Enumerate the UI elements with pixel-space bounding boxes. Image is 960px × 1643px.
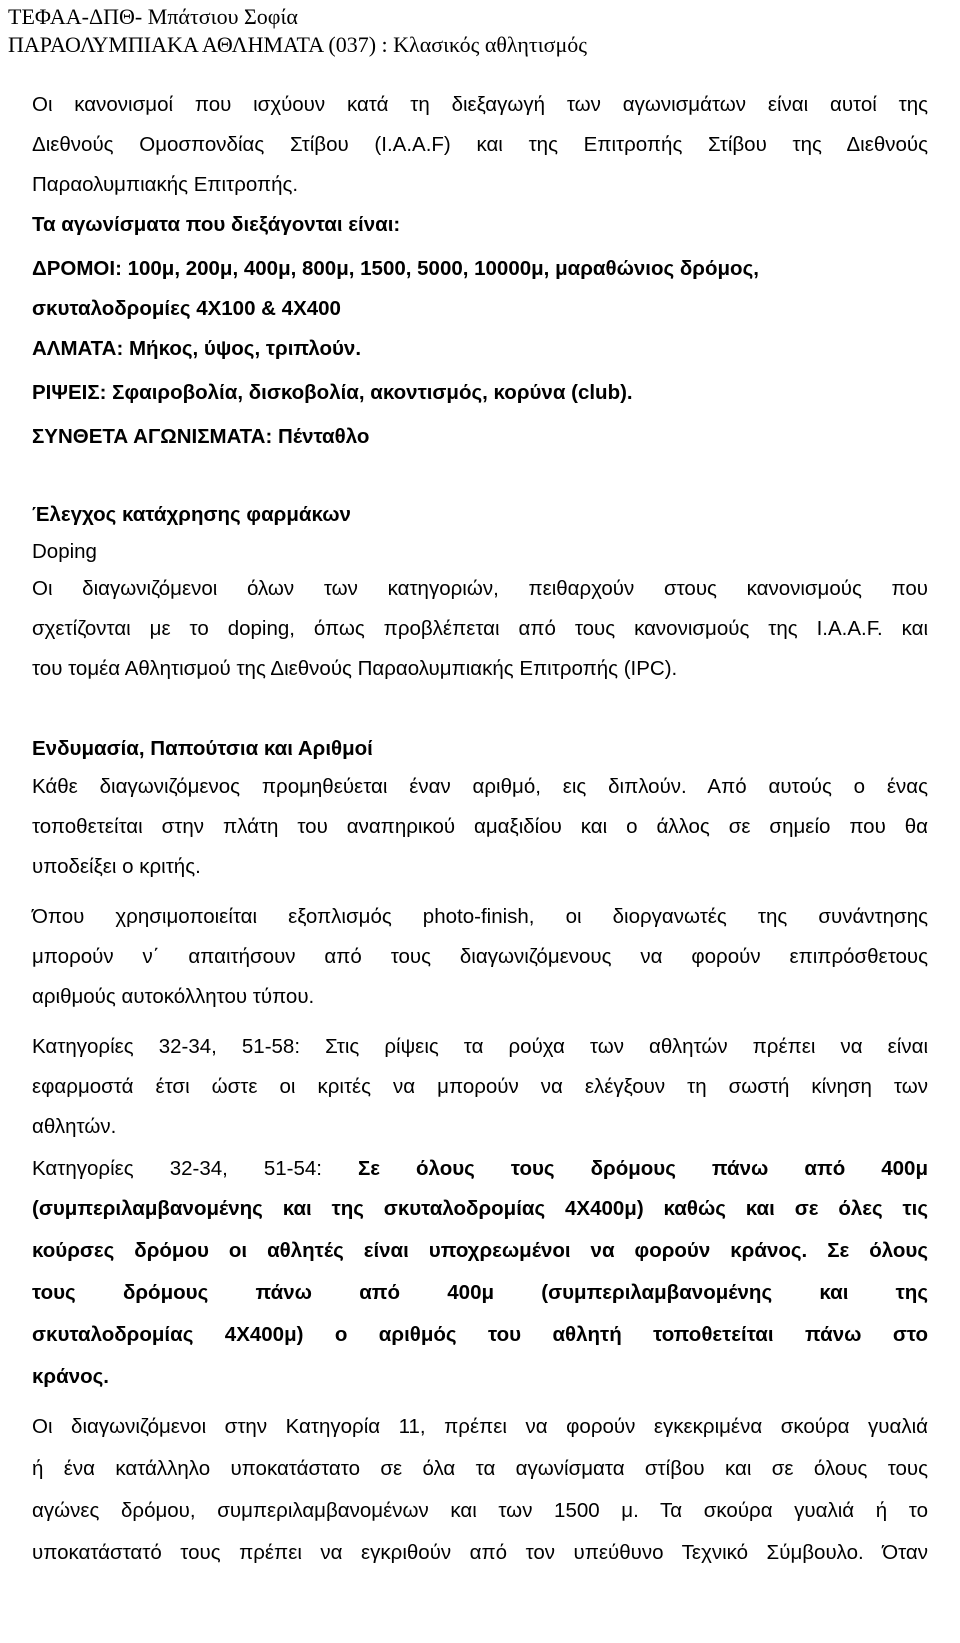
doping-line: σχετίζονται με το doping, όπως προβλέπεται από τους κανονισμούς της I.A.A.F. και [32, 617, 928, 640]
glasses-rule-line: αγώνες δρόμου, συμπεριλαμβανομένων και των 1500 μ. Τα σκούρα γυαλιά ή το [32, 1499, 928, 1522]
doping-heading: Έλεγχος κατάχρησης φαρμάκων [32, 503, 351, 526]
helmet-rule-line: τους δρόμους πάνω από 400μ (συμπεριλαμβανομένης και της [32, 1281, 928, 1304]
clothing-paragraph-line: υποδείξει ο κριτής. [32, 855, 201, 878]
helmet-rule-line: σκυταλοδρομίας 4Χ400μ) ο αριθμός του αθλητή τοποθετείται πάνω στο [32, 1323, 928, 1346]
header-course: ΠΑΡΑΟΛΥΜΠΙΑΚΑ ΑΘΛΗΜΑΤΑ (037) : Κλασικός αθλητισμός [8, 32, 587, 57]
throws-clothing-line: Κατηγορίες 32-34, 51-58: Στις ρίψεις τα ρούχα των αθλητών πρέπει να είναι [32, 1035, 928, 1058]
doping-subheading: Doping [32, 540, 97, 563]
helmet-rule-bold: Σε όλους τους δρόμους πάνω από 400μ [358, 1157, 928, 1180]
intro-line: Οι κανονισμοί που ισχύουν κατά τη διεξαγωγή των αγωνισμάτων είναι αυτοί της [32, 93, 928, 116]
photo-finish-line: μπορούν ν΄ απαιτήσουν από τους διαγωνιζόμενους να φορούν επιπρόσθετους [32, 945, 928, 968]
events-combined: ΣΥΝΘΕΤΑ ΑΓΩΝΙΣΜΑΤΑ: Πένταθλο [32, 425, 370, 448]
clothing-heading: Ενδυμασία, Παπούτσια και Αριθμοί [32, 737, 373, 760]
events-heading: Τα αγωνίσματα που διεξάγονται είναι: [32, 213, 401, 236]
events-tracks: ΔΡΟΜΟΙ: 100μ, 200μ, 400μ, 800μ, 1500, 5000, 10000μ, μαραθώνιος δρόμος, [32, 257, 759, 280]
helmet-rule-line: κράνος. [32, 1365, 109, 1388]
events-jumps: ΑΛΜΑΤΑ: Μήκος, ύψος, τριπλούν. [32, 337, 362, 360]
events-tracks-continued: σκυταλοδρομίες 4Χ100 & 4Χ400 [32, 297, 341, 320]
intro-line: Παραολυμπιακής Επιτροπής. [32, 173, 299, 196]
intro-line: Διεθνούς Ομοσπονδίας Στίβου (I.A.A.F) και της Επιτροπής Στίβου της Διεθνούς [32, 133, 928, 156]
helmet-rule-line: κούρσες δρόμου οι αθλητές είναι υποχρεωμένοι να φορούν κράνος. Σε όλους [32, 1239, 928, 1262]
header-author: ΤΕΦΑΑ-ΔΠΘ- Μπάτσιου Σοφία [8, 4, 298, 29]
glasses-rule-line: υποκατάστατό τους πρέπει να εγκριθούν από τον υπεύθυνο Τεχνικό Σύμβουλο. Όταν [32, 1541, 928, 1564]
doping-line: Οι διαγωνιζόμενοι όλων των κατηγοριών, πειθαρχούν στους κανονισμούς που [32, 577, 928, 600]
throws-clothing-line: αθλητών. [32, 1115, 117, 1138]
glasses-rule-line: Οι διαγωνιζόμενοι στην Κατηγορία 11, πρέπει να φορούν εγκεκριμένα σκούρα γυαλιά [32, 1415, 928, 1438]
photo-finish-line: Όπου χρησιμοποιείται εξοπλισμός photo-finish, οι διοργανωτές της συνάντησης [32, 905, 928, 928]
glasses-rule-line: ή ένα κατάλληλο υποκατάστατο σε όλα τα αγωνίσματα στίβου και σε όλους τους [32, 1457, 928, 1480]
helmet-rule-prefix: Κατηγορίες 32-34, 51-54: [32, 1157, 358, 1180]
throws-clothing-line: εφαρμοστά έτσι ώστε οι κριτές να μπορούν να ελέγξουν τη σωστή κίνηση των [32, 1075, 928, 1098]
doping-line: του τομέα Αθλητισμού της Διεθνούς Παραολυμπιακής Επιτροπής (IPC). [32, 657, 678, 680]
events-throws: ΡΙΨΕΙΣ: Σφαιροβολία, δισκοβολία, ακοντισμός, κορύνα (club). [32, 381, 633, 404]
photo-finish-line: αριθμούς αυτοκόλλητου τύπου. [32, 985, 315, 1008]
helmet-rule-line: (συμπεριλαμβανομένης και της σκυταλοδρομίας 4Χ400μ) καθώς και σε όλες τις [32, 1197, 928, 1220]
clothing-paragraph-line: τοποθετείται στην πλάτη του αναπηρικού αμαξιδίου και ο άλλος σε σημείο που θα [32, 815, 928, 838]
helmet-rule-line [32, 1156, 928, 1182]
clothing-paragraph-line: Κάθε διαγωνιζόμενος προμηθεύεται έναν αριθμό, εις διπλούν. Από αυτούς ο ένας [32, 775, 928, 798]
